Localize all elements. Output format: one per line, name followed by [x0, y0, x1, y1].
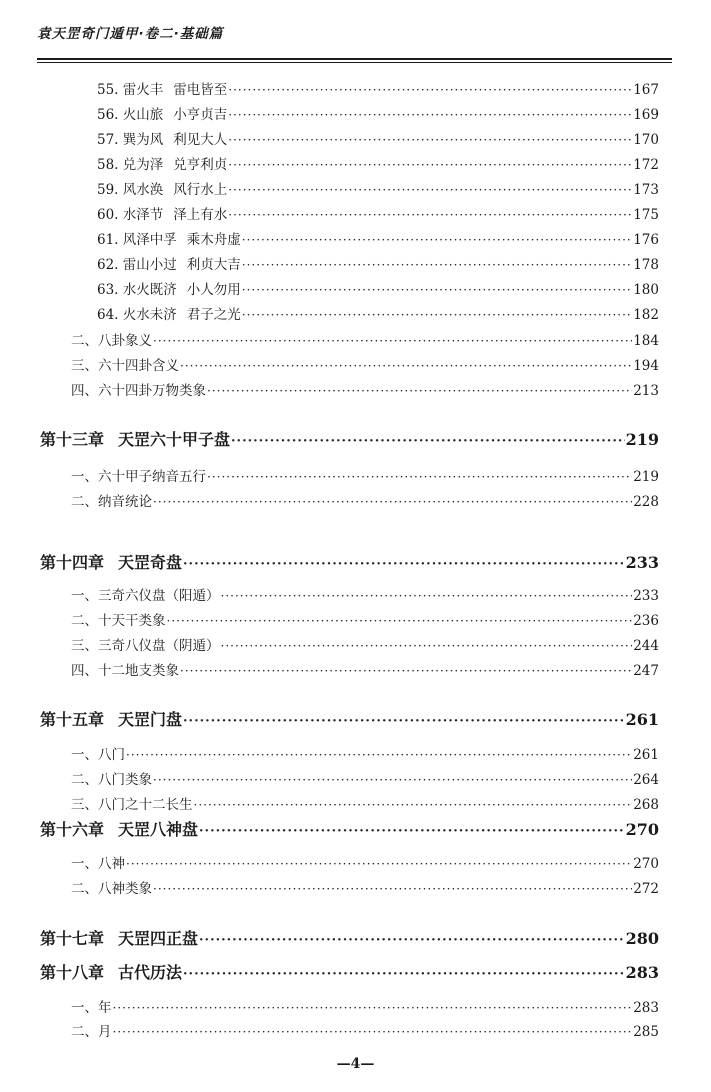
- header-rule-thick: [37, 58, 672, 60]
- gua-label: 63. 水火既济: [97, 282, 177, 298]
- toc-section[interactable]: [71, 996, 659, 1016]
- gua-label: 56. 火山旅: [97, 107, 164, 123]
- dot-leader: [228, 184, 632, 196]
- gua-label: 59. 风水涣: [97, 182, 164, 198]
- toc-entry-gua-59[interactable]: [97, 178, 659, 198]
- page-number: 219: [625, 430, 659, 449]
- toc-section[interactable]: [71, 490, 659, 510]
- running-header: 袁天罡奇门遁甲·卷二·基础篇: [37, 26, 224, 42]
- chapter-title: 天罡门盘: [118, 710, 183, 729]
- chapter-title: 天罡八神盘: [118, 820, 199, 839]
- toc-section[interactable]: [71, 852, 659, 872]
- page-number: 280: [625, 929, 659, 948]
- dot-leader: [242, 284, 632, 296]
- dot-leader: [242, 309, 632, 321]
- page-number: 264: [633, 772, 659, 788]
- dot-leader: [221, 640, 633, 652]
- toc-entry-gua-55[interactable]: [97, 78, 659, 98]
- section-title: 二、纳音统论: [71, 494, 152, 510]
- toc-section[interactable]: [71, 634, 659, 654]
- toc-entry-gua-57[interactable]: [97, 128, 659, 148]
- toc-entry-gua-58[interactable]: [97, 153, 659, 173]
- page-number: 233: [625, 553, 659, 572]
- page-number: 236: [633, 613, 659, 629]
- gua-label: 60. 水泽节: [97, 207, 164, 223]
- gua-phrase: 君子之光: [186, 307, 241, 323]
- page-number: 261: [633, 747, 659, 763]
- gua-phrase: 泽上有水: [173, 207, 228, 223]
- page-number: 194: [633, 358, 659, 374]
- page-number: 167: [633, 82, 659, 98]
- section-title: 四、十二地支类象: [71, 663, 179, 679]
- dot-leader: [207, 471, 632, 483]
- toc-section[interactable]: [71, 329, 659, 349]
- dot-leader: [183, 715, 625, 728]
- dot-leader: [231, 435, 625, 448]
- chapter-title: 天罡六十甲子盘: [118, 430, 231, 449]
- page-number: 233: [633, 588, 659, 604]
- toc-entry-gua-63[interactable]: [97, 278, 659, 298]
- chapter-title: 古代历法: [118, 963, 183, 982]
- dot-leader: [183, 968, 625, 981]
- page-number: 184: [633, 333, 659, 349]
- dot-leader: [194, 799, 633, 811]
- dot-leader: [228, 109, 632, 121]
- page-number: 213: [633, 383, 659, 399]
- toc-chapter-14[interactable]: [40, 550, 659, 574]
- dot-leader: [183, 558, 625, 571]
- dot-leader: [153, 496, 632, 508]
- dot-leader: [126, 858, 632, 870]
- section-title: 三、六十四卦含义: [71, 358, 179, 374]
- dot-leader: [113, 1002, 633, 1014]
- section-title: 二、八卦象义: [71, 333, 152, 349]
- dot-leader: [221, 590, 633, 602]
- dot-leader: [113, 1026, 633, 1038]
- gua-label: 55. 雷火丰: [97, 82, 164, 98]
- chapter-title: 天罡四正盘: [118, 929, 199, 948]
- page-number: 283: [625, 963, 659, 982]
- page-number: 182: [633, 307, 659, 323]
- page-number: 172: [633, 157, 659, 173]
- dot-leader: [228, 134, 632, 146]
- toc-section[interactable]: [71, 768, 659, 788]
- dot-leader: [199, 825, 625, 838]
- section-title: 一、年: [71, 1000, 112, 1016]
- toc-chapter-13[interactable]: [40, 427, 659, 451]
- gua-phrase: 小人勿用: [186, 282, 241, 298]
- toc-section[interactable]: [71, 659, 659, 679]
- gua-label: 58. 兑为泽: [97, 157, 164, 173]
- toc-chapter-17[interactable]: [40, 926, 659, 950]
- gua-phrase: 利贞大吉: [186, 257, 241, 273]
- toc-chapter-16[interactable]: [40, 817, 659, 841]
- page-number: 268: [633, 797, 659, 813]
- gua-label: 64. 火水未济: [97, 307, 177, 323]
- dot-leader: [153, 883, 632, 895]
- toc-section[interactable]: [71, 354, 659, 374]
- dot-leader: [180, 665, 632, 677]
- chapter-title: 天罡奇盘: [118, 553, 183, 572]
- page-number: 180: [633, 282, 659, 298]
- page-number: 173: [633, 182, 659, 198]
- dot-leader: [228, 209, 632, 221]
- page-number: 285: [633, 1024, 659, 1040]
- page-number: 169: [633, 107, 659, 123]
- section-title: 二、十天干类象: [71, 613, 166, 629]
- toc-entry-gua-61[interactable]: [97, 228, 659, 248]
- toc-entry-gua-56[interactable]: [97, 103, 659, 123]
- chapter-number: 第十八章: [40, 963, 105, 982]
- chapter-number: 第十五章: [40, 710, 105, 729]
- toc-section[interactable]: [71, 1020, 659, 1040]
- gua-phrase: 利见大人: [173, 132, 228, 148]
- page-number: 244: [633, 638, 659, 654]
- section-title: 二、月: [71, 1024, 112, 1040]
- gua-label: 57. 巽为风: [97, 132, 164, 148]
- toc-chapter-15[interactable]: [40, 707, 659, 731]
- toc-section[interactable]: [71, 584, 659, 604]
- gua-label: 61. 风泽中孚: [97, 232, 177, 248]
- chapter-number: 第十七章: [40, 929, 105, 948]
- dot-leader: [228, 159, 632, 171]
- dot-leader: [126, 749, 632, 761]
- page-number: 272: [633, 881, 659, 897]
- gua-phrase: 雷电皆至: [173, 82, 228, 98]
- toc-entry-gua-64[interactable]: [97, 303, 659, 323]
- dot-leader: [180, 360, 632, 372]
- dot-leader: [242, 259, 632, 271]
- toc-section[interactable]: [71, 877, 659, 897]
- dot-leader: [153, 335, 632, 347]
- gua-phrase: 兑亨利贞: [173, 157, 228, 173]
- section-title: 一、六十甲子纳音五行: [71, 469, 206, 485]
- dot-leader: [199, 934, 625, 947]
- gua-phrase: 小亨贞吉: [173, 107, 228, 123]
- page-number: 283: [633, 1000, 659, 1016]
- section-title: 一、八门: [71, 747, 125, 763]
- page-number: 175: [633, 207, 659, 223]
- page-footer-number: —4—: [336, 1056, 375, 1072]
- chapter-number: 第十六章: [40, 820, 105, 839]
- section-title: 三、八门之十二长生: [71, 797, 193, 813]
- gua-phrase: 乘木舟虚: [186, 232, 241, 248]
- chapter-number: 第十三章: [40, 430, 105, 449]
- toc-section[interactable]: [71, 743, 659, 763]
- dot-leader: [167, 615, 633, 627]
- page-number: 170: [633, 132, 659, 148]
- toc-section[interactable]: [71, 379, 659, 399]
- page-number: 219: [633, 469, 659, 485]
- page-number: 270: [625, 820, 659, 839]
- section-title: 四、六十四卦万物类象: [71, 383, 206, 399]
- toc-entry-gua-60[interactable]: [97, 203, 659, 223]
- page-number: 247: [633, 663, 659, 679]
- dot-leader: [228, 84, 632, 96]
- gua-label: 62. 雷山小过: [97, 257, 177, 273]
- page-number: 178: [633, 257, 659, 273]
- page-number: 176: [633, 232, 659, 248]
- dot-leader: [207, 385, 632, 397]
- toc-section[interactable]: [71, 609, 659, 629]
- dot-leader: [153, 774, 632, 786]
- toc-section[interactable]: [71, 465, 659, 485]
- section-title: 三、三奇八仪盘（阴遁）: [71, 638, 220, 654]
- section-title: 二、八门类象: [71, 772, 152, 788]
- gua-phrase: 风行水上: [173, 182, 228, 198]
- toc-chapter-18[interactable]: [40, 960, 659, 984]
- page-number: 228: [633, 494, 659, 510]
- chapter-number: 第十四章: [40, 553, 105, 572]
- section-title: 一、八神: [71, 856, 125, 872]
- header-rule-thin: [37, 62, 672, 63]
- dot-leader: [242, 234, 632, 246]
- section-title: 一、三奇六仪盘（阳遁）: [71, 588, 220, 604]
- page-number: 261: [625, 710, 659, 729]
- toc-entry-gua-62[interactable]: [97, 253, 659, 273]
- section-title: 二、八神类象: [71, 881, 152, 897]
- toc-section[interactable]: [71, 793, 659, 813]
- page-number: 270: [633, 856, 659, 872]
